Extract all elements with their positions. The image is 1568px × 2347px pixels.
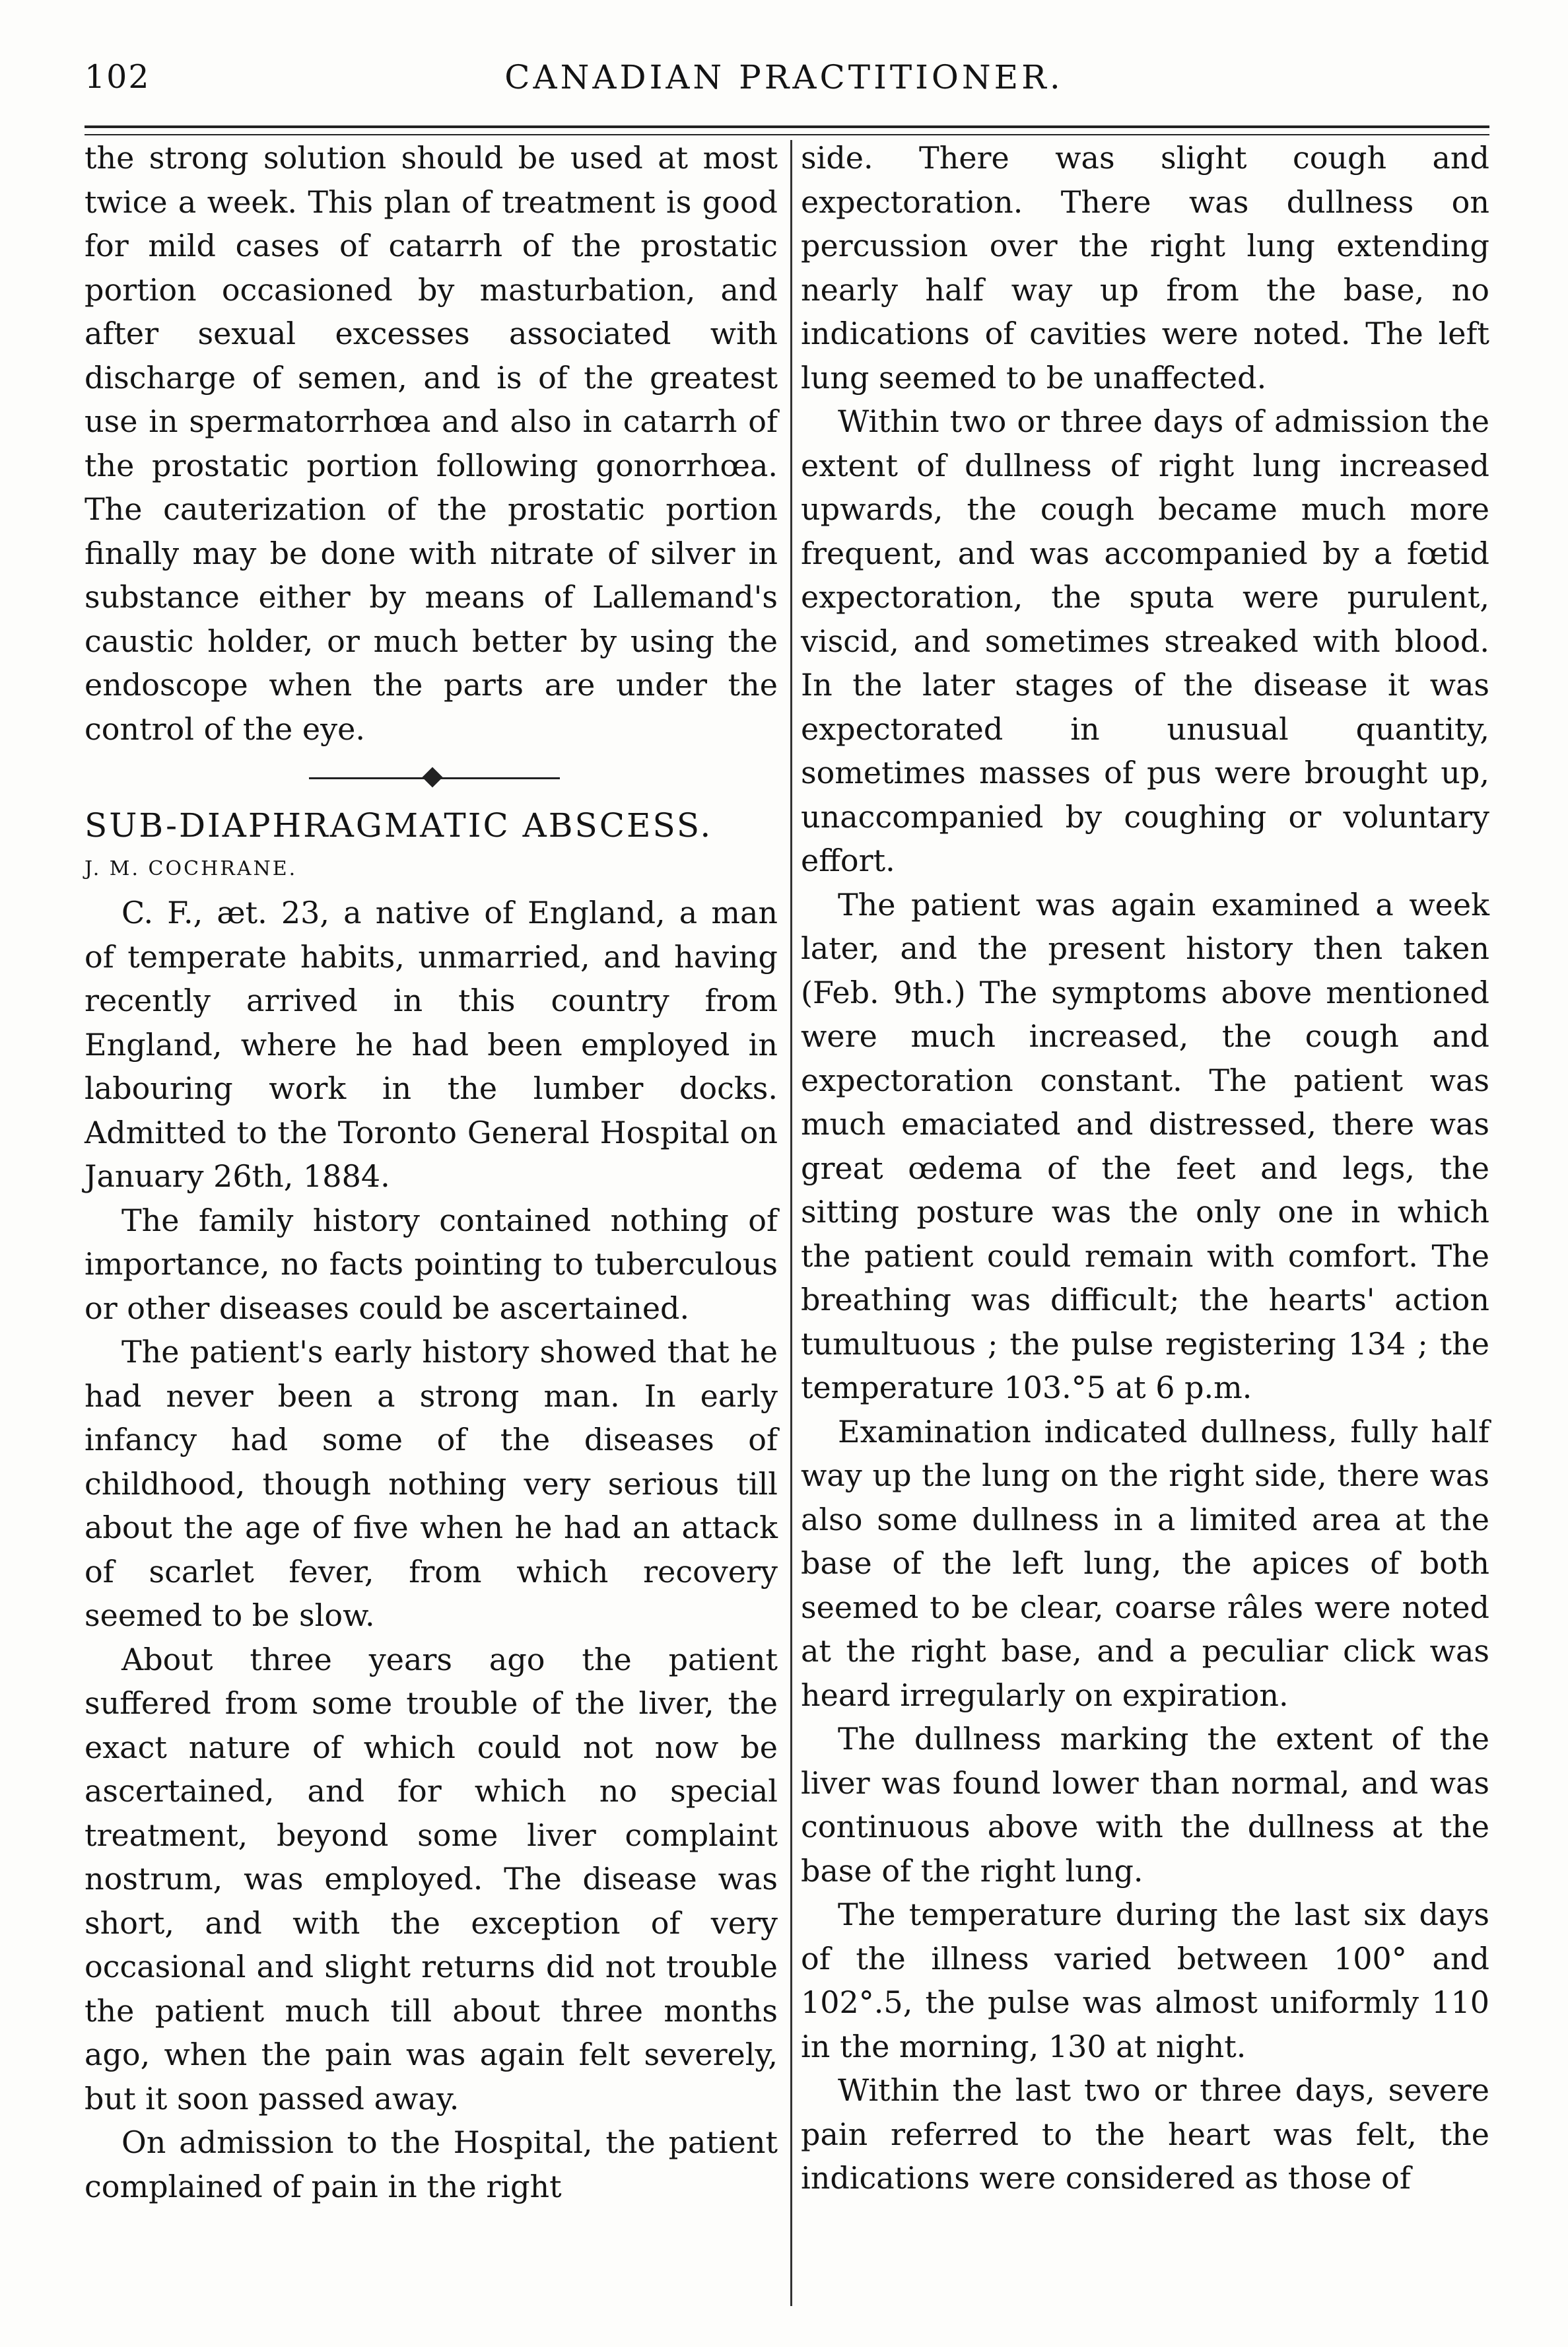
left-column <box>85 136 778 2208</box>
page-number: 102 <box>85 58 151 96</box>
header-rule <box>85 125 1489 128</box>
paragraph: Within the last two or three days, severe pain referred to the heart was felt, the indications were considered as those of <box>801 2072 1489 2196</box>
header-rule-thin <box>85 134 1489 135</box>
paragraph: The family history contained nothing of importance, no facts pointing to tuberculous or other diseases could be ascertained. <box>85 1202 778 1326</box>
right-column <box>801 136 1489 2200</box>
journal-title: CANADIAN PRACTITIONER. <box>504 58 1064 96</box>
paragraph: Within two or three days of admission the extent of dullness of right lung increased upwards, the cough became much more frequent, and was accompanied by a fœtid expectoration, the sputa were purulent, viscid, and sometimes streaked with blood. In the later stages of the disease it was expectorated in unusual quantity, sometimes masses of pus were brought up, unaccompanied by coughing or voluntary effort. <box>801 403 1489 878</box>
article-title: SUB-DIAPHRAGMATIC ABSCESS. <box>85 806 713 845</box>
paragraph: Examination indicated dullness, fully half way up the lung on the right side, there was also some dullness in a limited area at the base of the left lung, the apices of both seemed to be clear, coarse râles were noted at the right base, and a peculiar click was heard irregularly on expiration. <box>801 1413 1489 1713</box>
paragraph: The temperature during the last six days of the illness varied between 100° and 102°.5, the pulse was almost uniformly 110 in the morning, 130 at night. <box>801 1897 1489 2064</box>
paragraph: On admission to the Hospital, the patient complained of pain in the right <box>85 2124 778 2204</box>
paragraph: The patient's early history showed that he had never been a strong man. In early infancy had some of the diseases of childhood, though nothing very serious till about the age of five when he had an attack of scarlet fever, from which recovery seemed to be slow. <box>85 1334 778 1633</box>
ornament-diamond-icon <box>422 767 442 787</box>
paragraph: the strong solution should be used at most twice a week. This plan of treatment is good for mild cases of catarrh of the prostatic portion occasioned by masturbation, and after sexual excesses associated with discharge of semen, and is of the greatest use in spermatorrhœa and also in catarrh of the prostatic portion following gonorrhœa. The cauterization of the prostatic portion finally may be done with nitrate of silver in substance either by means of Lallemand's caustic holder, or much better by using the endoscope when the parts are under the control of the eye. <box>85 140 778 747</box>
article-byline: J. M. COCHRANE. <box>85 857 298 880</box>
column-divider <box>790 140 792 2306</box>
section-ornament <box>85 751 778 804</box>
paragraph: C. F., æt. 23, a native of England, a man of temperate habits, unmarried, and having recently arrived in this country from England, where he had been employed in labouring work in the lumber docks. Admitted to the Toronto General Hospital on January 26th, 1884. <box>85 895 778 1194</box>
paragraph: The dullness marking the extent of the liver was found lower than normal, and was continuous above with the dullness at the base of the right lung. <box>801 1721 1489 1889</box>
running-head <box>0 58 1568 118</box>
paragraph: About three years ago the patient suffered from some trouble of the liver, the exact nature of which could not now be ascertained, and for which no special treatment, beyond some liver complaint nostrum, was employed. The disease was short, and with the exception of very occasional and slight returns did not trouble the patient much till about three months ago, when the pain was again felt severely, but it soon passed away. <box>85 1641 778 2117</box>
paragraph: side. There was slight cough and expectoration. There was dullness on percussion over the right lung extending nearly half way up from the base, no indications of cavities were noted. The left lung seemed to be unaffected. <box>801 140 1489 396</box>
paragraph: The patient was again examined a week later, and the present history then taken (Feb. 9th.) The symptoms above mentioned were much increased, the cough and expectoration constant. The patient was much emaciated and distressed, there was great œdema of the feet and legs, the sitting posture was the only one in which the patient could remain with comfort. The breathing was difficult; the hearts' action tumultuous ; the pulse registering 134 ; the temperature 103.°5 at 6 p.m. <box>801 886 1489 1405</box>
